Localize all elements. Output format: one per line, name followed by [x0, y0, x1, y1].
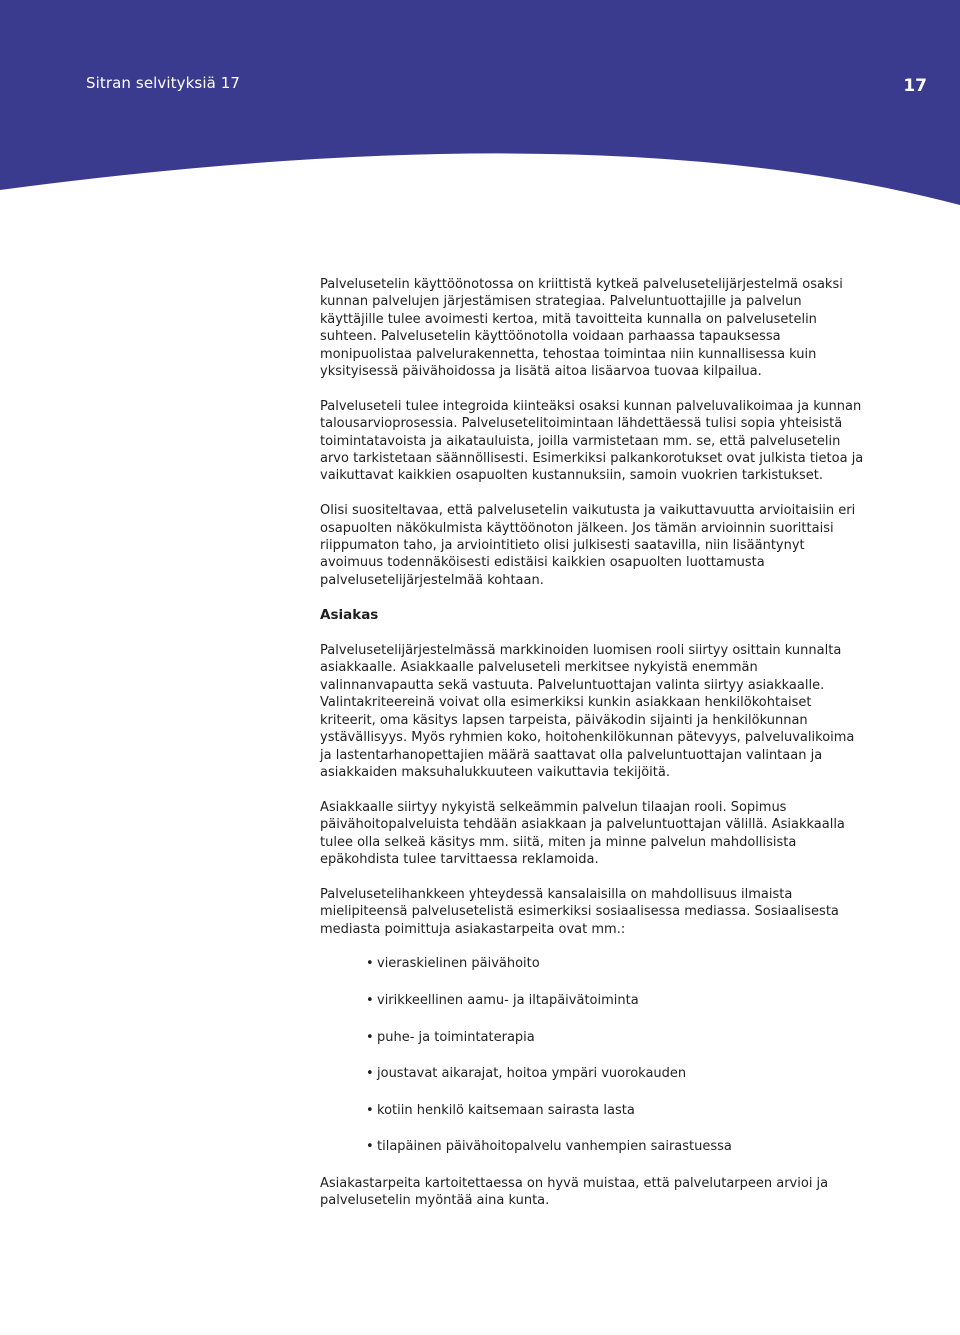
- list-item: [320, 1065, 865, 1082]
- bullet-icon: •: [366, 956, 374, 972]
- list-item-text: virikkeellinen aamu- ja iltapäivätoiminta: [377, 992, 639, 1008]
- customer-needs-list: [320, 955, 865, 1155]
- bullet-icon: •: [366, 1102, 374, 1118]
- list-item: [320, 955, 865, 972]
- page-number: 17: [903, 76, 927, 96]
- paragraph-strategy: Palvelusetelin käyttöönotossa on kriittistä kytkeä palvelusetelijärjestelmä osaksi kunnan palvelujen järjestämisen strategiaa. Palveluntuottajille ja palvelun käyttäjille tulee avoimesti kertoa, mitä tavoitteita kunnalla on palvelusetelin suhteen. Palvelusetelin käyttöönotolla voidaan parhaassa tapauksessa monipuolistaa palvelurakennetta, tehostaa toimintaa niin kunnallisessa kuin yksityisessä päivähoidossa ja lisätä aitoa lisäarvoa tuovaa kilpailua.: [320, 277, 843, 380]
- paragraph-social-media: Palvelusetelihankkeen yhteydessä kansalaisilla on mahdollisuus ilmaista mielipiteensä palvelusetelistä esimerkiksi sosiaalisessa mediassa. Sosiaalisesta mediasta poimittuja asiakastarpeita ovat mm.:: [320, 886, 839, 937]
- paragraph-integration: Palveluseteli tulee integroida kiinteäksi osaksi kunnan palveluvalikoimaa ja kunnan talousarvioprosessia. Palvelusetelitoimintaan lähdettäessä tulisi sopia yhteisistä toimintatavoista ja aikatauluista, joilla varmistetaan mm. se, että palvelusetelin arvo tarkistetaan säännöllisesti. Esimerkiksi palkankorotukset ovat julkista tietoa ja vaikuttavat kaikkien osapuolten kustannuksiin, samoin vuokrien tarkistukset.: [320, 398, 864, 484]
- list-item-text: kotiin henkilö kaitsemaan sairasta lasta: [377, 1102, 635, 1118]
- list-item: [320, 1029, 865, 1046]
- paragraph-evaluation: Olisi suositeltavaa, että palvelusetelin vaikutusta ja vaikuttavuutta arvioitaisiin eri osapuolten näkökulmista käyttöönoton jälkeen. Jos tämän arvioinnin suorittaisi riippumaton taho, ja arviointitieto olisi julkisesti saatavilla, niin lisääntynyt avoimuus todennäköisesti edistäisi kaikkien osapuolten luottamusta palvelusetelijärjestelmää kohtaan.: [320, 503, 856, 588]
- list-item-text: puhe- ja toimintaterapia: [377, 1029, 535, 1045]
- bullet-icon: •: [366, 1029, 374, 1045]
- list-item: [320, 992, 865, 1009]
- paragraph-closing: Asiakastarpeita kartoitettaessa on hyvä muistaa, että palvelutarpeen arvioi ja palvelusetelin myöntää aina kunta.: [320, 1175, 829, 1209]
- list-item-text: tilapäinen päivähoitopalvelu vanhempien sairastuessa: [377, 1139, 732, 1155]
- header-band: [0, 0, 960, 210]
- header-band-shape: [0, 0, 960, 210]
- paragraph-customer-role: Palvelusetelijärjestelmässä markkinoiden luomisen rooli siirtyy osittain kunnalta asiakkaalle. Asiakkaalle palveluseteli merkitsee nykyistä enemmän valinnanvapautta sekä vastuuta. Palveluntuottajan valinta siirtyy asiakkaalle. Valintakriteereinä voivat olla esimerkiksi kunkin asiakkaan henkilökohtaiset kriteerit, oma käsitys lapsen tarpeista, päiväkodin sijainti ja henkilökunnan ystävällisyys. Myös ryhmien koko, hoitohenkilökunnan pätevyys, palveluvalikoima ja lastentarhanopettajien määrä saattavat olla palveluntuottajan valintaan ja asiakkaiden maksuhalukkuuteen vaikuttavia tekijöitä.: [320, 643, 855, 780]
- list-item: [320, 1102, 865, 1119]
- series-title: Sitran selvityksiä 17: [86, 74, 241, 92]
- bullet-icon: •: [366, 1139, 374, 1155]
- list-item-text: vieraskielinen päivähoito: [377, 956, 540, 972]
- section-heading-asiakas: Asiakas: [320, 606, 379, 623]
- list-item: [320, 1138, 865, 1155]
- bullet-icon: •: [366, 1066, 374, 1082]
- main-content: [320, 276, 865, 1227]
- paragraph-customer-orderer: Asiakkaalle siirtyy nykyistä selkeämmin palvelun tilaajan rooli. Sopimus päivähoitopalveluista tehdään asiakkaan ja palveluntuottajan välillä. Asiakkaalla tulee olla selkeä käsitys mm. siitä, miten ja minne palvelun mahdollisista epäkohdista tulee tarvittaessa reklamoida.: [320, 799, 845, 867]
- list-item-text: joustavat aikarajat, hoitoa ympäri vuorokauden: [377, 1066, 687, 1082]
- bullet-icon: •: [366, 992, 374, 1008]
